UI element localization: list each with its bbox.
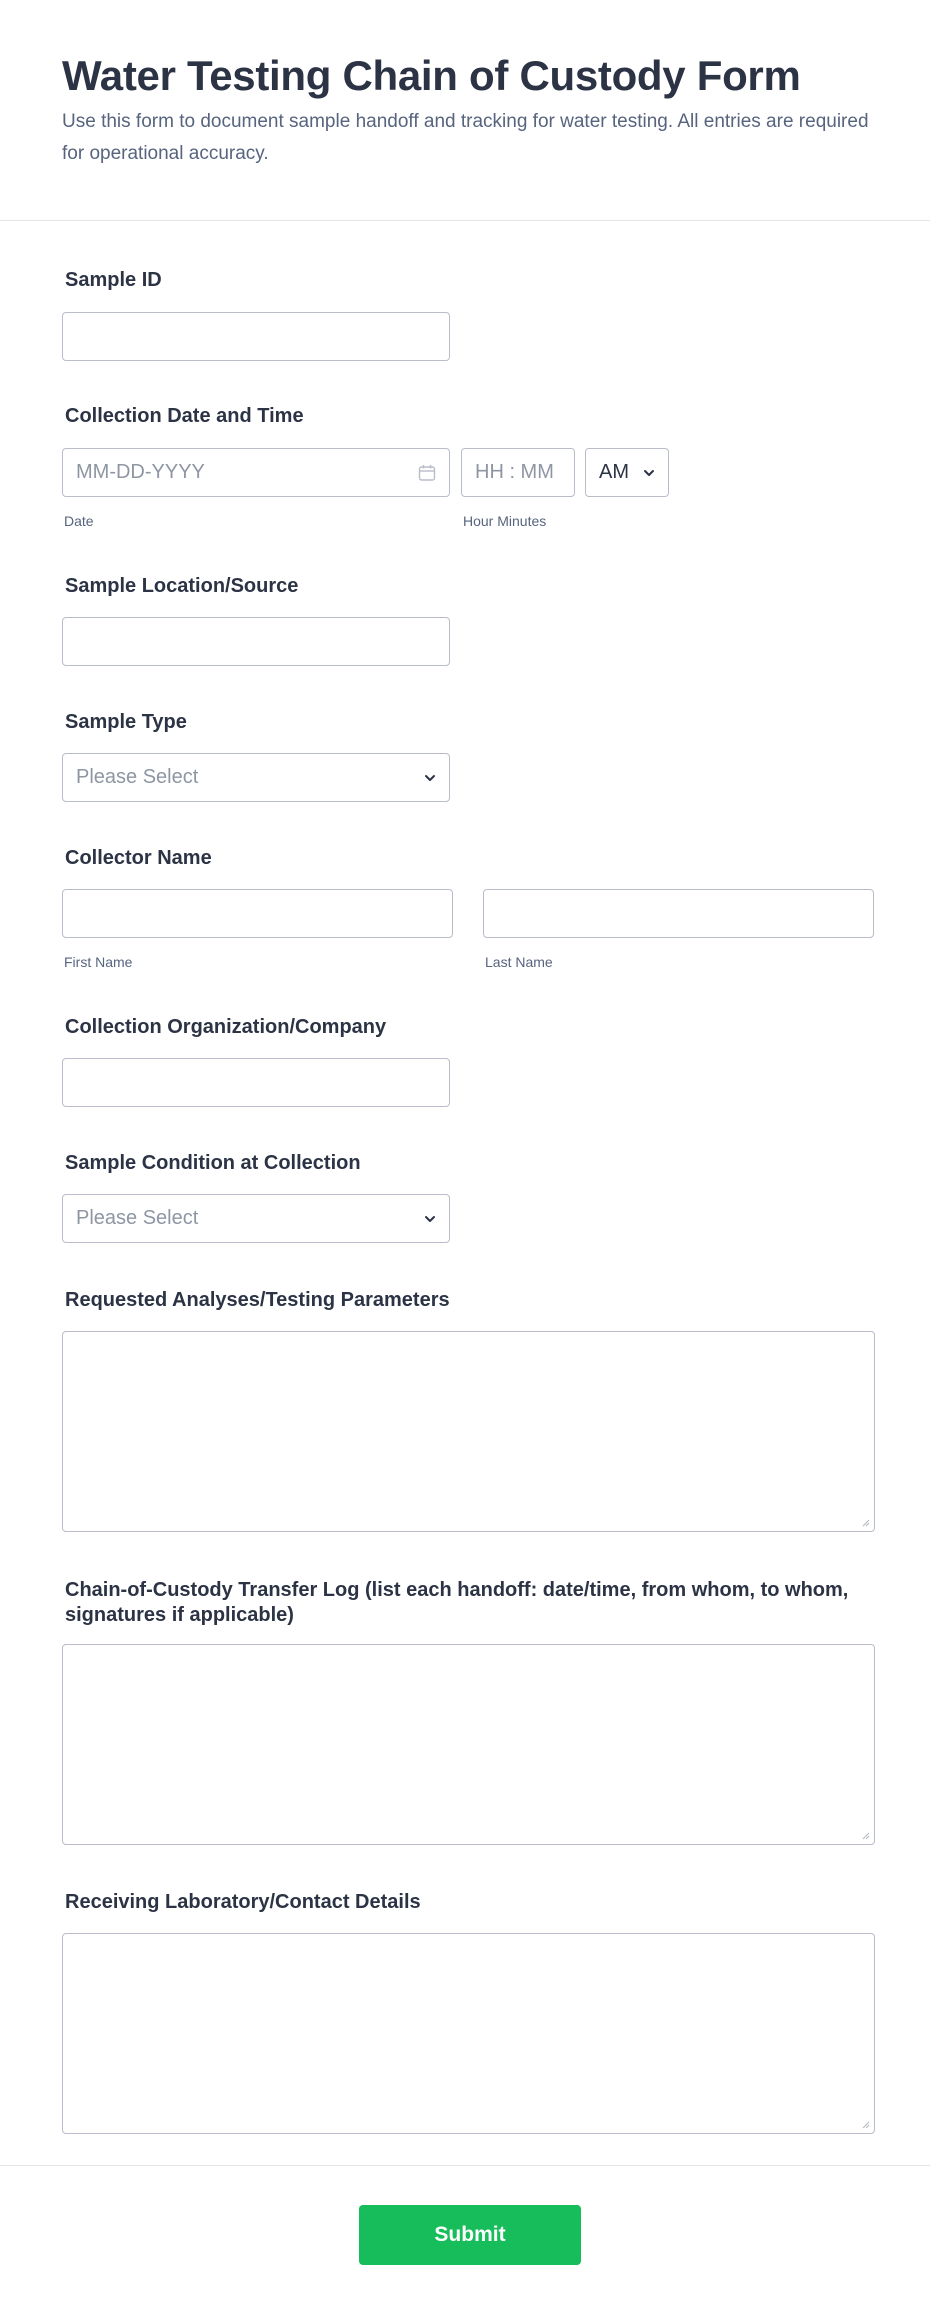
sample-condition-select[interactable] [62,1194,450,1243]
chevron-down-icon [424,1213,436,1225]
sample-condition-field [62,1152,361,1175]
sample-location-input[interactable] [62,617,450,666]
collection-datetime-field [62,405,304,428]
first-name-sublabel: First Name [64,954,133,970]
sample-type-field [62,711,187,734]
calendar-icon[interactable] [418,464,436,487]
resize-grip-icon[interactable] [860,1517,870,1527]
sample-id-input[interactable] [62,312,450,361]
ampm-select[interactable] [585,448,669,497]
sample-type-value: Please Select [76,766,199,788]
footer-divider [0,2165,930,2166]
receiving-lab-label: Receiving Laboratory/Contact Details [65,1891,421,1913]
sample-id-field [62,269,162,292]
resize-grip-icon[interactable] [860,2119,870,2129]
last-name-input[interactable] [483,889,874,938]
receiving-lab-field [62,1891,421,1914]
sample-location-label: Sample Location/Source [65,575,299,597]
collector-name-label: Collector Name [65,847,212,869]
form-description: Use this form to document sample handoff and tracking for water testing. All entries are required for operational accuracy. [62,111,869,164]
form-title: Water Testing Chain of Custody Form [62,52,801,99]
resize-grip-icon[interactable] [860,1830,870,1840]
sample-type-label: Sample Type [65,711,187,733]
last-name-sublabel: Last Name [485,954,553,970]
sample-condition-value: Please Select [76,1207,199,1229]
sample-location-field [62,575,298,598]
transfer-log-label: Chain-of-Custody Transfer Log (list each handoff: date/time, from whom, to whom, signatures if applicable) [65,1579,849,1626]
requested-analyses-label: Requested Analyses/Testing Parameters [65,1289,450,1311]
sample-condition-label: Sample Condition at Collection [65,1152,361,1174]
sample-type-select[interactable] [62,753,450,802]
transfer-log-field [62,1578,872,1628]
ampm-value: AM [599,461,629,483]
chevron-down-icon [424,772,436,784]
collector-name-field [62,847,212,870]
collection-org-field [62,1016,386,1039]
collection-datetime-label: Collection Date and Time [65,405,304,427]
sample-id-label: Sample ID [65,269,162,291]
submit-button[interactable]: Submit [359,2205,581,2265]
chevron-down-icon [643,467,655,479]
collection-time-input[interactable] [461,448,575,497]
form-header [0,0,930,221]
requested-analyses-field [62,1289,450,1312]
requested-analyses-textarea[interactable] [62,1331,875,1532]
time-sublabel: Hour Minutes [463,513,547,529]
first-name-input[interactable] [62,889,453,938]
collection-date-input[interactable] [62,448,450,497]
receiving-lab-textarea[interactable] [62,1933,875,2134]
collection-org-input[interactable] [62,1058,450,1107]
collection-org-label: Collection Organization/Company [65,1016,387,1038]
transfer-log-textarea[interactable] [62,1644,875,1845]
date-sublabel: Date [64,513,94,529]
